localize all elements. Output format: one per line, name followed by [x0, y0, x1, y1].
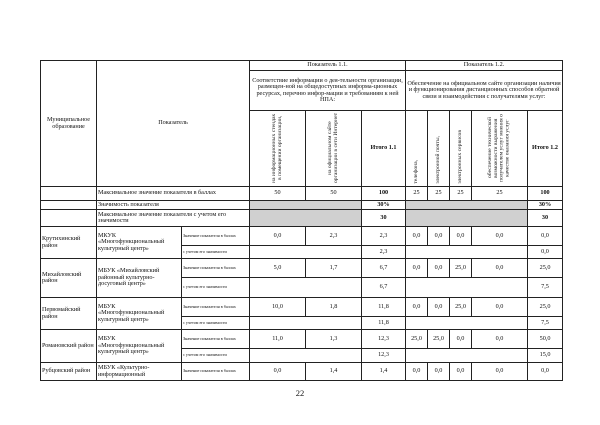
- col-municipality-header: Муниципальное образование: [41, 61, 97, 187]
- max-value: 50: [250, 187, 306, 201]
- value-cell: 1,8: [306, 298, 362, 317]
- value-cell: 0,0: [472, 259, 528, 278]
- weighted-label: с учетом его значимости: [182, 349, 250, 363]
- maxw-1-1: 30: [362, 210, 406, 227]
- blank-cell: [250, 317, 362, 330]
- blank-cell: [406, 317, 528, 330]
- value-label: Значение показателя в баллах: [182, 363, 250, 381]
- value-cell: 25,0: [528, 298, 563, 317]
- organization-name: МБУК «Многофункциональный культурный центр»: [97, 298, 182, 330]
- value-cell: 1,4: [306, 363, 362, 381]
- value-cell: 0,0: [406, 227, 428, 246]
- max-row-empty: [41, 187, 97, 201]
- max-value: 25: [406, 187, 428, 201]
- blank-cell: [406, 246, 528, 259]
- page-number: 22: [295, 388, 305, 398]
- value-cell: 11,8: [362, 298, 406, 317]
- value-cell: 25,0: [450, 259, 472, 278]
- value-cell: 0,0: [472, 363, 528, 381]
- value-cell: 0,0: [528, 363, 563, 381]
- indicator-1-1-title: Показатель 1.1.: [250, 61, 406, 71]
- blank-cell: [250, 349, 362, 363]
- organization-name: МКУК «Многофункциональный культурный центр»: [97, 227, 182, 259]
- weight-row-label: Значимость показателя: [97, 201, 250, 210]
- weighted-label: с учетом его значимости: [182, 317, 250, 330]
- value-cell: 0,0: [250, 363, 306, 381]
- value-cell: 0,0: [450, 330, 472, 349]
- district-name: Первомайский район: [41, 298, 97, 330]
- sub-header-email-text: электронной почты,: [434, 136, 441, 184]
- blank-cell: [250, 246, 362, 259]
- max-value: 100: [528, 187, 563, 201]
- weight-1-2: 30%: [528, 201, 563, 210]
- value-label: Значение показателя в баллах: [182, 298, 250, 317]
- district-name: Рубцовский район: [41, 363, 97, 381]
- max-value: 50: [306, 187, 362, 201]
- sub-header-feedback-text: обеспечение технической возможности выражения получателем услуг мнения о качестве оказания услуг: [486, 114, 511, 182]
- maxw-1-2: 30: [528, 210, 563, 227]
- grey-cell: [250, 210, 362, 227]
- value-cell: 6,7: [362, 259, 406, 278]
- max-row-label: Максимальное значение показателя в баллах: [97, 187, 250, 201]
- sub-header-phone: [406, 111, 428, 187]
- maxw-row-empty: [41, 210, 97, 227]
- maxw-row-label: Максимальное значение показателя с учетом его значимости: [97, 210, 250, 227]
- max-value: 25: [450, 187, 472, 201]
- value-label: Значение показателя в баллах: [182, 330, 250, 349]
- total-1-1-header: Итого 1.1: [362, 111, 406, 187]
- weight-row-empty: [41, 201, 97, 210]
- sub-header-stands-text: на информационных стендах в помещении организации,: [270, 113, 283, 183]
- organization-name: МБУК «Многофункциональный культурный центр»: [97, 330, 182, 363]
- weighted-label: с учетом его значимости: [182, 246, 250, 259]
- value-cell: 1,3: [306, 330, 362, 349]
- indicator-1-1-description: Соответствие информации о дея-тельности организации, размещен-ной на общедоступных информа-ционных ресурсах, перечню инфор-мации и требованиям к ней НПА:: [250, 71, 406, 111]
- value-label: Значение показателя в баллах: [182, 227, 250, 246]
- blank-cell: [406, 278, 528, 298]
- district-name: Романовский район: [41, 330, 97, 363]
- weighted-cell: 7,5: [528, 317, 563, 330]
- blank-cell: [406, 349, 528, 363]
- value-cell: 0,0: [472, 227, 528, 246]
- value-cell: 0,0: [428, 298, 450, 317]
- district-name: Крутихинский район: [41, 227, 97, 259]
- sub-header-website-text: на официальном сайте организации в сети Интернет: [326, 112, 339, 184]
- results-table-container: [40, 60, 562, 381]
- value-cell: 0,0: [450, 227, 472, 246]
- weight-1-1: 30%: [362, 201, 406, 210]
- value-cell: 1,4: [362, 363, 406, 381]
- sub-header-feedback: [472, 111, 528, 187]
- organization-name: МБУК «Михайловский районный культурно-досуговый центр»: [97, 259, 182, 298]
- weighted-cell: 11,8: [362, 317, 406, 330]
- organization-name: МБУК «Культурно-информационный: [97, 363, 182, 381]
- value-cell: 0,0: [406, 298, 428, 317]
- total-1-2-header: Итого 1.2: [528, 111, 563, 187]
- max-value: 25: [428, 187, 450, 201]
- sub-header-stands: [250, 111, 306, 187]
- weighted-cell: 6,7: [362, 278, 406, 298]
- value-cell: 11,0: [250, 330, 306, 349]
- grey-cell: [406, 210, 528, 227]
- value-cell: 25,0: [406, 330, 428, 349]
- value-cell: 2,3: [306, 227, 362, 246]
- col-indicator-header: Показатель: [97, 61, 250, 187]
- value-cell: 25,0: [528, 259, 563, 278]
- grey-cell: [250, 201, 362, 210]
- value-cell: 50,0: [528, 330, 563, 349]
- value-cell: 5,0: [250, 259, 306, 278]
- results-table: [40, 60, 563, 381]
- value-cell: 0,0: [450, 363, 472, 381]
- value-cell: 12,3: [362, 330, 406, 349]
- weighted-cell: 2,3: [362, 246, 406, 259]
- value-cell: 0,0: [428, 259, 450, 278]
- value-cell: 0,0: [528, 227, 563, 246]
- value-cell: 2,3: [362, 227, 406, 246]
- indicator-1-2-title: Показатель 1.2.: [406, 61, 563, 71]
- value-cell: 25,0: [450, 298, 472, 317]
- value-cell: 0,0: [428, 227, 450, 246]
- grey-cell: [406, 201, 528, 210]
- value-cell: 0,0: [406, 259, 428, 278]
- value-cell: 1,7: [306, 259, 362, 278]
- sub-header-email: [428, 111, 450, 187]
- value-label: Значение показателя в баллах: [182, 259, 250, 278]
- weighted-cell: 12,3: [362, 349, 406, 363]
- value-cell: 25,0: [428, 330, 450, 349]
- value-cell: 0,0: [472, 330, 528, 349]
- blank-cell: [250, 278, 362, 298]
- value-cell: 10,0: [250, 298, 306, 317]
- sub-header-e-services-text: электронных сервисов: [456, 130, 463, 184]
- value-cell: 0,0: [406, 363, 428, 381]
- max-value: 25: [472, 187, 528, 201]
- weighted-label: с учетом его значимости: [182, 278, 250, 298]
- weighted-cell: 7,5: [528, 278, 563, 298]
- sub-header-e-services: [450, 111, 472, 187]
- sub-header-phone-text: телефона,: [412, 160, 419, 184]
- value-cell: 0,0: [250, 227, 306, 246]
- value-cell: 0,0: [428, 363, 450, 381]
- max-value: 100: [362, 187, 406, 201]
- sub-header-website: [306, 111, 362, 187]
- district-name: Михайловский район: [41, 259, 97, 298]
- value-cell: 0,0: [472, 298, 528, 317]
- indicator-1-2-description: Обеспечение на официальном сайте организации наличия и функционирования дистанционных способов обратной связи и взаимодействия с получателями услуг:: [406, 71, 563, 111]
- weighted-cell: 15,0: [528, 349, 563, 363]
- weighted-cell: 0,0: [528, 246, 563, 259]
